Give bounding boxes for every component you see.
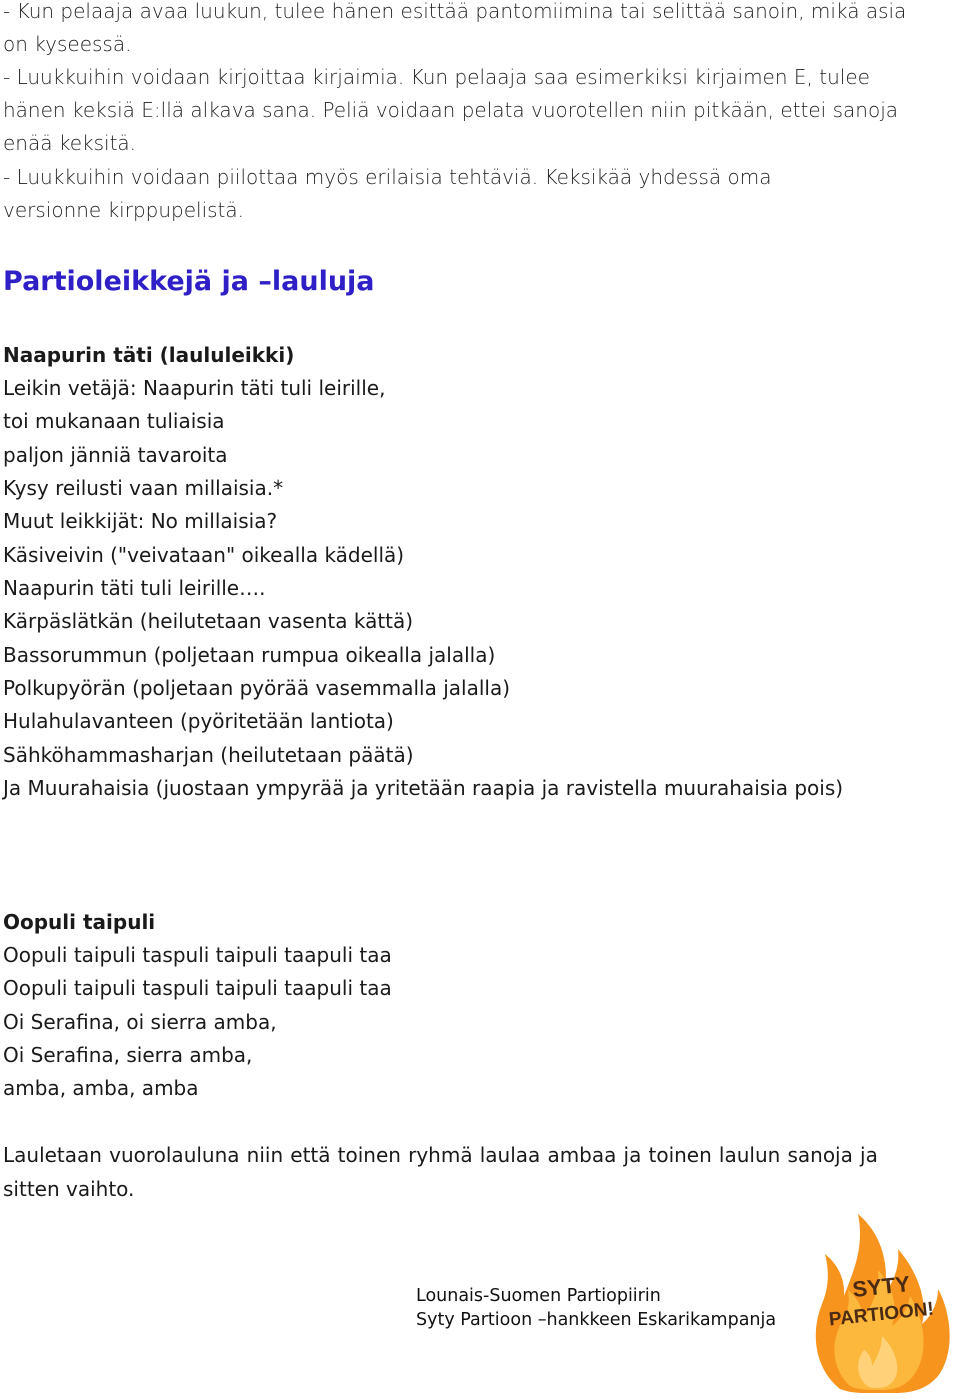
song-title: Oopuli taipuli [3,910,156,934]
song-line: toi mukanaan tuliaisia [3,409,225,433]
song-line: Muut leikkijät: No millaisia? [3,509,278,533]
song-instruction-end: sitten vaihto. [3,1177,135,1201]
footer-project: Syty Partioon –hankkeen Eskarikampanja [416,1310,777,1330]
instruction-word: ryhmä [408,1143,473,1167]
song-line: Naapurin täti tuli leirille…. [3,576,266,600]
logo-text-syty: SYTY [851,1271,912,1302]
intro-line: hänen keksiä E:llä alkava sana. Peliä voidaan pelata vuorotellen niin pitkään, ettei sanoja [3,98,898,122]
song-line: Käsiveivin ("veivataan" oikealla kädellä) [3,543,405,567]
song-line: Oi Serafina, oi sierra amba, [3,1010,277,1034]
song-instruction [3,1139,878,1172]
intro-line: on kyseessä. [3,32,132,56]
intro-line: - Kun pelaaja avaa luukun, tulee hänen esittää pantomiimina tai selittää sanoin, mikä asia [3,0,907,23]
instruction-word: laulaa [479,1143,541,1167]
logo-text-partioon: PARTIOON! [828,1298,935,1331]
song-line: Ja Muurahaisia (juostaan ympyrää ja yritetään raapia ja ravistella muurahaisia pois) [3,776,844,800]
syty-partioon-logo [810,1204,955,1394]
song-line: Oopuli taipuli taspuli taipuli taapuli taa [3,943,392,967]
instruction-word: ambaa [547,1143,617,1167]
intro-line: - Luukkuihin voidaan piilottaa myös erilaisia tehtäviä. Keksikää yhdessä oma [3,165,772,189]
intro-line: enää keksitä. [3,131,137,155]
instruction-word: toinen [648,1143,712,1167]
song-line: Hulahulavanteen (pyöritetään lantiota) [3,709,394,733]
instruction-word: ja [860,1143,878,1167]
song-line: Oi Serafina, sierra amba, [3,1043,253,1067]
song-line: Bassorummun (poljetaan rumpua oikealla jalalla) [3,643,496,667]
instruction-word: toinen [337,1143,401,1167]
song-line: Polkupyörän (poljetaan pyörää vasemmalla jalalla) [3,676,511,700]
song-line: Leikin vetäjä: Naapurin täti tuli leirille, [3,376,386,400]
instruction-word: sanoja [787,1143,853,1167]
intro-line: - Luukkuihin voidaan kirjoittaa kirjaimia. Kun pelaaja saa esimerkiksi kirjaimen E, tulee [3,65,870,89]
song-line: Sähköhammasharjan (heilutetaan päätä) [3,743,414,767]
instruction-word: laulun [718,1143,781,1167]
song-line: Kysy reilusti vaan millaisia.* [3,476,284,500]
song-title: Naapurin täti (laululeikki) [3,343,295,367]
instruction-word: vuorolauluna [109,1143,240,1167]
song-line: Kärpäslätkän (heilutetaan vasenta kättä) [3,609,414,633]
instruction-word: niin [246,1143,284,1167]
intro-line: versionne kirppupelistä. [3,198,245,222]
song-line: amba, amba, amba [3,1076,199,1100]
song-line: Oopuli taipuli taspuli taipuli taapuli taa [3,976,392,1000]
section-heading: Partioleikkejä ja –lauluja [3,266,375,297]
instruction-word: että [290,1143,331,1167]
flame-icon [810,1204,955,1394]
song-line: paljon jänniä tavaroita [3,443,228,467]
footer-organization: Lounais-Suomen Partiopiirin [416,1286,661,1306]
instruction-word: ja [623,1143,642,1167]
instruction-word: Lauletaan [3,1143,102,1167]
